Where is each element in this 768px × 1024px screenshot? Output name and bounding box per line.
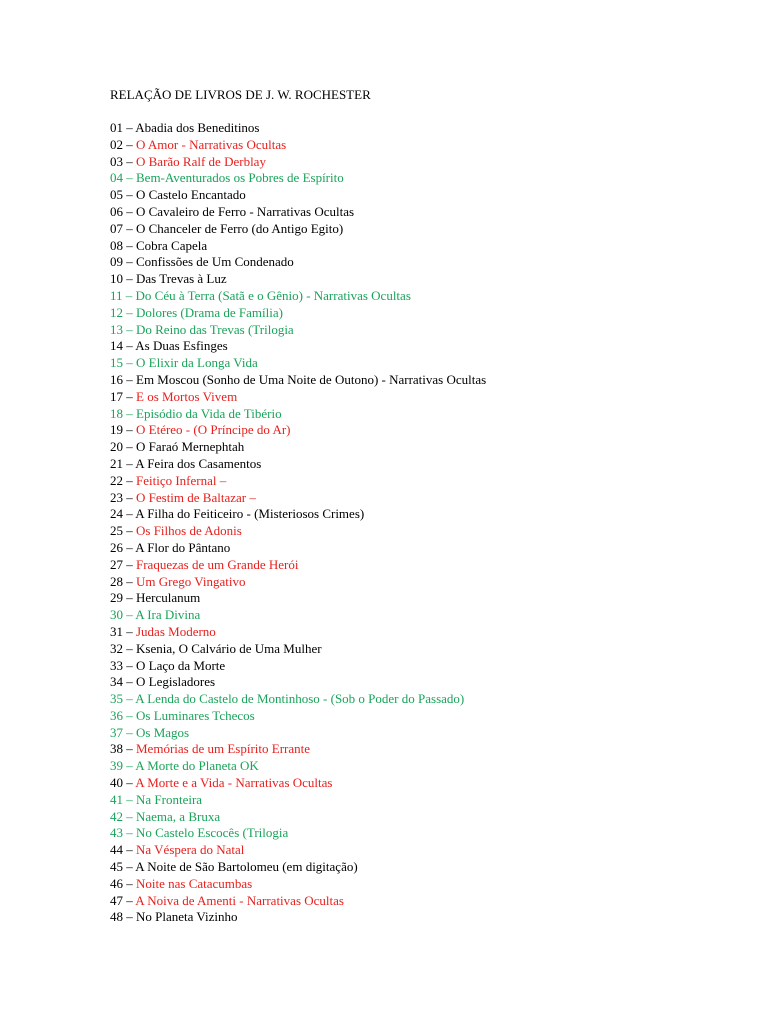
book-list-item: 05 – O Castelo Encantado	[110, 187, 246, 203]
book-list-item: 21 – A Feira dos Casamentos	[110, 455, 262, 471]
book-title: O Festim de Baltazar –	[136, 489, 256, 505]
book-list-item: 16 – Em Moscou (Sonho de Uma Noite de Outono) - Narrativas Ocultas	[110, 371, 487, 387]
book-list-item: 42 – Naema, a Bruxa	[110, 808, 221, 824]
book-number: 47 –	[110, 892, 136, 908]
book-list-item	[110, 473, 750, 490]
book-list-item: 36 – Os Luminares Tchecos	[110, 707, 255, 723]
book-list-item	[110, 574, 750, 591]
book-number: 25 –	[110, 523, 136, 539]
book-title: A Noiva de Amenti - Narrativas Ocultas	[135, 892, 344, 908]
book-title: O Barão Ralf de Derblay	[136, 153, 266, 169]
book-title: Noite nas Catacumbas	[136, 875, 253, 891]
book-number: 17 –	[110, 388, 136, 404]
document-title: RELAÇÃO DE LIVROS DE J. W. ROCHESTER	[110, 87, 371, 102]
book-list-item	[110, 624, 750, 641]
book-title: O Etéreo - (O Príncipe do Ar)	[136, 422, 291, 438]
book-list-item: 01 – Abadia dos Beneditinos	[110, 120, 260, 135]
book-list-item: 37 – Os Magos	[110, 724, 190, 740]
book-list-item	[110, 876, 750, 893]
book-list-item: 34 – O Legisladores	[110, 674, 216, 690]
book-list-item: 13 – Do Reino das Trevas (Trilogia	[110, 321, 294, 337]
book-list-item: 32 – Ksenia, O Calvário de Uma Mulher	[110, 640, 322, 656]
book-list-item: 26 – A Flor do Pântano	[110, 539, 231, 555]
book-title: Um Grego Vingativo	[136, 573, 246, 589]
book-list-item: 04 – Bem-Aventurados os Pobres de Espírito	[110, 170, 344, 186]
book-title: O Amor - Narrativas Ocultas	[136, 136, 287, 152]
book-list-item: 06 – O Cavaleiro de Ferro - Narrativas Ocultas	[110, 203, 355, 219]
book-number: 03 –	[110, 153, 136, 169]
book-list-item: 30 – A Ira Divina	[110, 607, 201, 623]
book-list-item	[110, 557, 750, 574]
book-list-item: 41 – Na Fronteira	[110, 791, 203, 807]
book-title: Memórias de um Espírito Errante	[136, 741, 311, 757]
book-list-item: 10 – Das Trevas à Luz	[110, 271, 227, 287]
book-list-item: 15 – O Elixir da Longa Vida	[110, 355, 258, 371]
book-number: 44 –	[110, 842, 136, 858]
book-list-item: 45 – A Noite de São Bartolomeu (em digitação)	[110, 859, 358, 875]
book-number: 40 –	[110, 775, 136, 791]
book-list-item: 07 – O Chanceler de Ferro (do Antigo Egito)	[110, 220, 344, 236]
book-list-item	[110, 389, 750, 406]
book-number: 22 –	[110, 472, 136, 488]
book-list-item: 48 – No Planeta Vizinho	[110, 909, 238, 925]
book-list-item: 12 – Dolores (Drama de Família)	[110, 304, 283, 320]
book-number: 31 –	[110, 623, 136, 639]
book-list-item	[110, 490, 750, 507]
document-page	[110, 86, 750, 926]
book-list-item	[110, 893, 750, 910]
book-list-item: 11 – Do Céu à Terra (Satã e o Gênio) - Narrativas Ocultas	[110, 287, 411, 303]
book-title: E os Mortos Vivem	[136, 388, 238, 404]
book-list-item	[110, 137, 750, 154]
book-title: Judas Moderno	[136, 623, 216, 639]
book-list-item: 18 – Episódio da Vida de Tibério	[110, 405, 282, 421]
book-number: 27 –	[110, 556, 136, 572]
book-list-item	[110, 154, 750, 171]
book-list-item	[110, 775, 750, 792]
book-title: A Morte e a Vida - Narrativas Ocultas	[135, 775, 333, 791]
book-title: Feitiço Infernal –	[136, 472, 227, 488]
book-number: 19 –	[110, 422, 136, 438]
book-list-item: 35 – A Lenda do Castelo de Montinhoso - (Sob o Poder do Passado)	[110, 691, 465, 707]
book-list-item: 20 – O Faraó Mernephtah	[110, 439, 245, 455]
book-list-item: 14 – As Duas Esfinges	[110, 338, 228, 354]
book-list-item: 09 – Confissões de Um Condenado	[110, 254, 294, 270]
book-list-item: 24 – A Filha do Feiticeiro - (Misteriosos Crimes)	[110, 506, 365, 522]
book-list-item: 33 – O Laço da Morte	[110, 657, 226, 673]
book-title: Fraquezas de um Grande Herói	[136, 556, 299, 572]
book-list-item: 29 – Herculanum	[110, 590, 201, 606]
book-number: 23 –	[110, 489, 136, 505]
book-list-item	[110, 523, 750, 540]
book-list-item: 08 – Cobra Capela	[110, 237, 208, 253]
book-list-item	[110, 422, 750, 439]
book-list-item: 43 – No Castelo Escocês (Trilogia	[110, 825, 289, 841]
book-number: 28 –	[110, 573, 136, 589]
book-list	[110, 120, 750, 926]
book-title: Os Filhos de Adonis	[136, 523, 242, 539]
book-list-item	[110, 842, 750, 859]
book-number: 38 –	[110, 741, 136, 757]
book-number: 46 –	[110, 875, 136, 891]
book-number: 02 –	[110, 136, 136, 152]
book-list-item	[110, 741, 750, 758]
book-title: Na Véspera do Natal	[136, 842, 245, 858]
book-list-item: 39 – A Morte do Planeta OK	[110, 758, 259, 774]
